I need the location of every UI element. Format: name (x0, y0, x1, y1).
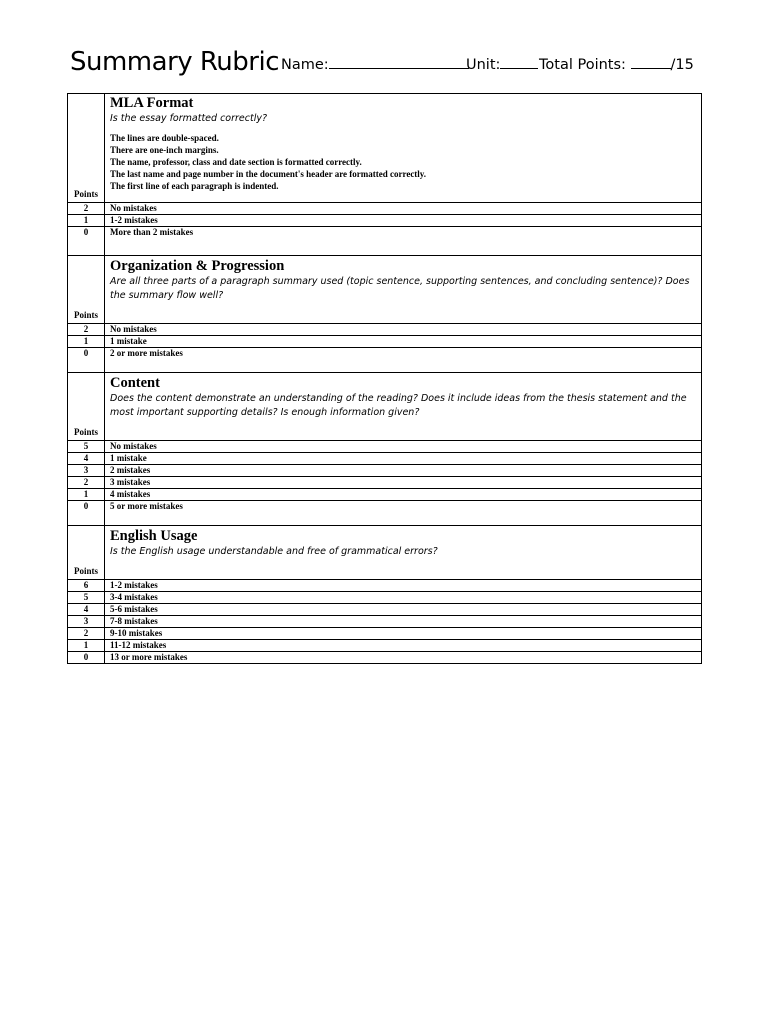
score-description: 1 mistake (105, 336, 702, 348)
name-field[interactable] (281, 56, 469, 74)
section-title: MLA Format (110, 95, 194, 111)
score-row (68, 580, 702, 592)
name-blank-line[interactable] (329, 56, 469, 69)
points-value: 2 (68, 628, 105, 640)
points-value: 0 (68, 227, 105, 256)
name-label: Name: (281, 57, 329, 73)
points-value: 5 (68, 592, 105, 604)
points-value: 0 (68, 501, 105, 526)
score-description: 3 mistakes (105, 477, 702, 489)
criteria-list (110, 132, 701, 192)
section-description (105, 94, 702, 203)
score-description: No mistakes (105, 441, 702, 453)
criteria-item: The name, professor, class and date section is formatted correctly. (110, 157, 362, 167)
points-value: 0 (68, 348, 105, 373)
section-question: Is the English usage understandable and free of grammatical errors? (110, 546, 438, 557)
section-question: Does the content demonstrate an understanding of the reading? Does it include ideas from the thesis statement and the most important supporting details? Is enough information given? (110, 393, 687, 418)
criteria-item: The first line of each paragraph is indented. (110, 181, 279, 191)
score-description: 11-12 mistakes (105, 640, 702, 652)
section-description (105, 526, 702, 580)
score-description: 7-8 mistakes (105, 616, 702, 628)
total-points-field[interactable] (539, 56, 694, 74)
score-row (68, 501, 702, 526)
score-row (68, 477, 702, 489)
unit-label: Unit: (466, 57, 501, 73)
score-row (68, 640, 702, 652)
section-title: English Usage (110, 528, 198, 544)
score-row (68, 324, 702, 336)
score-row (68, 592, 702, 604)
score-description: 1 mistake (105, 453, 702, 465)
section-header-english-usage (68, 526, 702, 580)
score-description: 4 mistakes (105, 489, 702, 501)
section-question: Is the essay formatted correctly? (110, 113, 268, 124)
score-row (68, 453, 702, 465)
total-points-label: Total Points: (539, 57, 626, 73)
criteria-item: The lines are double-spaced. (110, 133, 219, 143)
total-points-suffix: /15 (670, 57, 694, 73)
points-value: 0 (68, 652, 105, 664)
points-value: 1 (68, 640, 105, 652)
unit-blank-line[interactable] (500, 56, 538, 69)
score-row (68, 489, 702, 501)
points-value: 2 (68, 324, 105, 336)
section-title: Content (110, 375, 160, 391)
score-row (68, 348, 702, 373)
score-description: 2 or more mistakes (105, 348, 702, 373)
score-row (68, 441, 702, 453)
score-description: No mistakes (105, 203, 702, 215)
total-points-blank-line[interactable] (631, 56, 671, 69)
score-row (68, 215, 702, 227)
points-column-label: Points (68, 373, 105, 441)
points-value: 1 (68, 336, 105, 348)
points-value: 1 (68, 215, 105, 227)
score-description: No mistakes (105, 324, 702, 336)
points-column-label: Points (68, 94, 105, 203)
criteria-item: There are one-inch margins. (110, 145, 219, 155)
section-title: Organization & Progression (110, 258, 285, 274)
score-row (68, 604, 702, 616)
section-header-organization-progression (68, 256, 702, 324)
points-value: 3 (68, 465, 105, 477)
section-header-mla-format (68, 94, 702, 203)
section-header-content (68, 373, 702, 441)
score-row (68, 336, 702, 348)
score-description: 1-2 mistakes (105, 215, 702, 227)
score-row (68, 652, 702, 664)
score-row (68, 227, 702, 256)
score-row (68, 203, 702, 215)
points-value: 2 (68, 203, 105, 215)
score-row (68, 465, 702, 477)
section-description (105, 256, 702, 324)
score-description: 3-4 mistakes (105, 592, 702, 604)
rubric-header (70, 46, 710, 82)
score-description: 9-10 mistakes (105, 628, 702, 640)
criteria-item: The last name and page number in the document's header are formatted correctly. (110, 169, 427, 179)
points-value: 6 (68, 580, 105, 592)
points-value: 2 (68, 477, 105, 489)
points-column-label: Points (68, 526, 105, 580)
section-description (105, 373, 702, 441)
score-description: 5-6 mistakes (105, 604, 702, 616)
score-description: 2 mistakes (105, 465, 702, 477)
points-value: 4 (68, 453, 105, 465)
points-value: 5 (68, 441, 105, 453)
score-description: 5 or more mistakes (105, 501, 702, 526)
page-title: Summary Rubric (70, 47, 279, 77)
rubric-table (67, 93, 702, 664)
points-value: 1 (68, 489, 105, 501)
score-description: More than 2 mistakes (105, 227, 702, 256)
points-value: 3 (68, 616, 105, 628)
section-question: Are all three parts of a paragraph summary used (topic sentence, supporting sentences, and concluding sentence)? Does the summary flow well? (110, 276, 690, 301)
unit-field[interactable] (466, 56, 538, 74)
points-value: 4 (68, 604, 105, 616)
score-description: 1-2 mistakes (105, 580, 702, 592)
points-column-label: Points (68, 256, 105, 324)
score-description: 13 or more mistakes (105, 652, 702, 664)
score-row (68, 628, 702, 640)
score-row (68, 616, 702, 628)
